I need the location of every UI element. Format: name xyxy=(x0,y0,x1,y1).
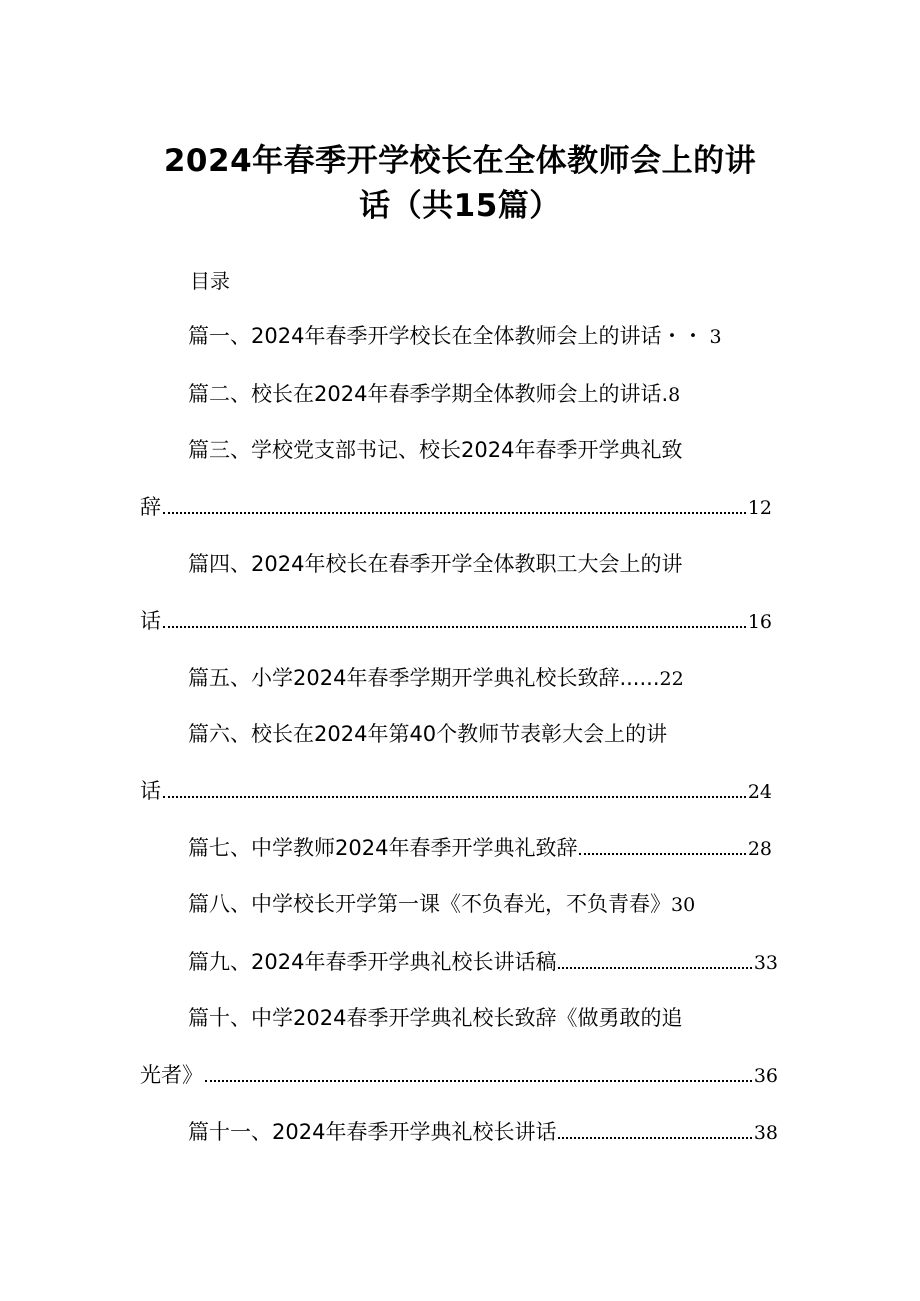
toc-entry-8[interactable] xyxy=(188,894,768,915)
toc-entry-title-cont: 辞 xyxy=(140,495,161,519)
toc-leader-dots xyxy=(163,625,746,628)
toc-entry-page: 12 xyxy=(747,497,772,519)
toc-entry-9[interactable] xyxy=(188,952,778,973)
toc-entry-6-line-1[interactable] xyxy=(188,724,748,745)
toc-entry-title: 篇六、校长在2024年第40个教师节表彰大会上的讲 xyxy=(188,722,668,746)
document-title-line-2: 话（共15篇） xyxy=(359,188,561,224)
toc-entry-6-line-2[interactable] xyxy=(140,781,772,802)
toc-leader-dots xyxy=(205,1079,752,1082)
toc-entry-page: 33 xyxy=(753,952,778,974)
toc-entry-page: 16 xyxy=(747,611,772,633)
toc-entry-4-line-2[interactable] xyxy=(140,611,772,632)
toc-entry-title: 篇三、学校党支部书记、校长2024年春季开学典礼致 xyxy=(188,438,683,462)
toc-entry-title: 篇四、2024年校长在春季开学全体教职工大会上的讲 xyxy=(188,552,683,576)
toc-entry-11[interactable] xyxy=(188,1122,778,1143)
toc-entry-title: 篇一、2024年春季开学校长在全体教师会上的讲话・・ xyxy=(188,324,704,348)
toc-entry-title: 篇五、小学2024年春季学期开学典礼校长致辞...... xyxy=(188,666,660,690)
toc-entry-page: 24 xyxy=(747,781,772,803)
toc-entry-page: 30 xyxy=(671,894,696,916)
toc-entry-title-cont: 话 xyxy=(140,609,161,633)
toc-entry-page: 3 xyxy=(709,326,722,348)
toc-leader-dots xyxy=(558,966,751,969)
toc-entry-title: 篇十、中学2024春季开学典礼校长致辞《做勇敢的追 xyxy=(188,1006,683,1030)
toc-entry-1[interactable] xyxy=(188,326,758,347)
toc-entry-3-line-2[interactable] xyxy=(140,497,772,518)
toc-entry-title: 篇九、2024年春季开学典礼校长讲话稿 xyxy=(188,950,557,974)
toc-entry-page: 36 xyxy=(753,1065,778,1087)
toc-entry-10-line-1[interactable] xyxy=(188,1008,748,1029)
toc-entry-5[interactable] xyxy=(188,668,748,689)
document-title-line-1: 2024年春季开学校长在全体教师会上的讲 xyxy=(163,143,757,179)
toc-entry-page: 28 xyxy=(747,838,772,860)
toc-entry-title-cont: 话 xyxy=(140,779,161,803)
toc-entry-title: 篇八、中学校长开学第一课《不负春光，不负青春》 xyxy=(188,892,671,916)
toc-entry-title-cont: 光者》 xyxy=(140,1063,203,1087)
toc-entry-page: 38 xyxy=(753,1122,778,1144)
toc-entry-10-line-2[interactable] xyxy=(140,1065,778,1086)
toc-heading: 目录 xyxy=(190,269,230,293)
toc-entry-2[interactable] xyxy=(188,384,748,405)
toc-entry-page: 8 xyxy=(668,384,681,406)
toc-entry-7[interactable] xyxy=(188,838,772,859)
toc-entry-title: 篇七、中学教师2024年春季开学典礼致辞 xyxy=(188,836,578,860)
toc-leader-dots xyxy=(163,511,746,514)
toc-entry-title: 篇十一、2024年春季开学典礼校长讲话 xyxy=(188,1120,557,1144)
toc-entry-3-line-1[interactable] xyxy=(188,440,748,461)
toc-leader-dots xyxy=(558,1136,751,1139)
toc-entry-4-line-1[interactable] xyxy=(188,554,748,575)
toc-leader-dots xyxy=(579,852,745,855)
toc-leader-dots xyxy=(163,795,746,798)
toc-entry-title: 篇二、校长在2024年春季学期全体教师会上的讲话. xyxy=(188,382,669,406)
toc-entry-page: 22 xyxy=(659,668,684,690)
